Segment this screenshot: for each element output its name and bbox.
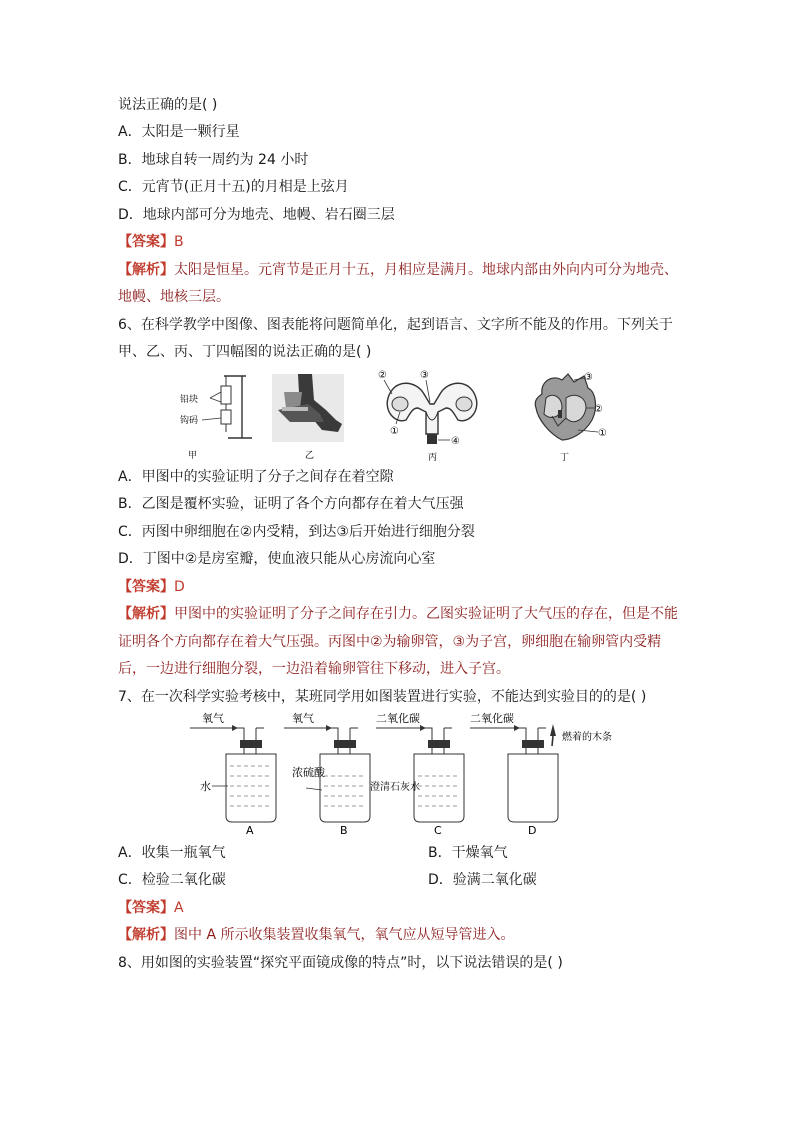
q7-options-row-1 (118, 843, 508, 863)
analysis-text: 太阳是恒星。元宵节是正月十五，月相应是满月。地球内部由外向内可分为地壳、 (174, 262, 678, 278)
figure-label-yi: 乙 (305, 451, 315, 461)
liquid-label-c: 澄清石灰水 (370, 782, 420, 793)
figure-label-ding: 丁 (560, 453, 570, 463)
q5-stem-tail: 说法正确的是( ) (118, 97, 218, 113)
q6-answer (118, 577, 185, 597)
q6-stem-line-1: 6、在科学教学中图像、图表能将问题简单化，起到语言、文字所不能及的作用。下列关于 (118, 317, 673, 333)
figure-bing (372, 368, 492, 464)
answer-value: A (174, 900, 184, 916)
q5-option-a: A．太阳是一颗行星 (118, 124, 240, 140)
ding-mark-2: ② (594, 404, 603, 415)
gas-label-b: 氧气 (292, 712, 314, 725)
answer-tag: 【答案】 (118, 234, 174, 250)
analysis-tag: 【解析】 (118, 262, 174, 278)
q7-stem: 7、在一次科学实验考核中，某班同学用如图装置进行实验，不能达到实验目的的是( ) (118, 689, 647, 705)
q6-option-a: A．甲图中的实验证明了分子之间存在着空隙 (118, 469, 394, 485)
ding-mark-3: ③ (584, 372, 593, 383)
q6-analysis-line-2: 证明各个方向都存在着大气压强。丙图中②为输卵管，③为子宫，卵细胞在输卵管内受精 (118, 634, 662, 650)
liquid-label-b-text: 浓硫酸 (292, 766, 325, 779)
bing-mark-2: ② (378, 370, 387, 381)
bing-mark-4: ④ (451, 436, 460, 447)
figure-q7-apparatus (190, 710, 620, 836)
analysis-text: 甲图中的实验证明了分子之间存在引力。乙图实验证明了大气压的存在，但是不能 (174, 606, 678, 622)
answer-value: D (174, 579, 185, 595)
bottle-c (370, 711, 464, 836)
apparatus-letter-c: C (434, 824, 442, 836)
ding-mark-1: ① (598, 428, 607, 439)
gas-label-c: 二氧化碳 (376, 712, 420, 725)
q6-stem-line-2: 甲、乙、丙、丁四幅图的说法正确的是( ) (118, 344, 372, 360)
analysis-tag: 【解析】 (118, 606, 174, 622)
q5-option-d: D．地球内部可分为地壳、地幔、岩石圈三层 (118, 207, 395, 223)
q6-option-d: D．丁图中②是房室瓣，使血液只能从心房流向心室 (118, 551, 436, 567)
liquid-label-a: 水 (200, 780, 211, 793)
bing-mark-1: ① (390, 426, 399, 437)
answer-tag: 【答案】 (118, 900, 174, 916)
figure-yi (272, 374, 344, 464)
figure-ding (522, 368, 618, 464)
q7-option-b: B．干燥氧气 (428, 845, 508, 861)
q5-option-b: B．地球自转一周约为 24 小时 (118, 152, 309, 168)
figure-jia (180, 372, 258, 462)
apparatus-letter-b: B (340, 824, 348, 836)
q7-analysis (118, 925, 514, 945)
answer-tag: 【答案】 (118, 579, 174, 595)
bottle-d (470, 711, 612, 836)
gas-label-d: 二氧化碳 (470, 712, 514, 725)
q5-analysis-line-2: 地幔、地核三层。 (118, 289, 230, 305)
bottle-a (190, 711, 276, 836)
q7-option-d: D．验满二氧化碳 (428, 872, 537, 888)
q5-answer (118, 232, 184, 252)
jia-label-lead: 铅块 (180, 395, 199, 405)
q5-option-c: C．元宵节(正月十五)的月相是上弦月 (118, 179, 349, 195)
apparatus-letter-d: D (528, 824, 537, 836)
q7-answer (118, 898, 184, 918)
q6-option-c: C．丙图中卵细胞在②内受精，到达③后开始进行细胞分裂 (118, 524, 475, 540)
apparatus-letter-a: A (246, 824, 254, 836)
stick-label: 燃着的木条 (562, 732, 612, 743)
q6-analysis-line-3: 后，一边进行细胞分裂，一边沿着输卵管往下移动，进入子宫。 (118, 661, 510, 677)
analysis-text: 图中 A 所示收集装置收集氧气，氧气应从短导管进入。 (174, 927, 515, 943)
q8-stem: 8、用如图的实验装置“探究平面镜成像的特点”时，以下说法错误的是( ) (118, 955, 563, 971)
q6-analysis-line-1 (118, 604, 678, 624)
liquid-label-b (292, 765, 326, 779)
bing-mark-3: ③ (420, 370, 429, 381)
gas-label-a: 氧气 (202, 712, 224, 725)
q7-option-a: A．收集一瓶氧气 (118, 845, 226, 861)
q5-analysis-line-1 (118, 260, 678, 280)
jia-label-weight: 钩码 (180, 416, 199, 426)
q6-option-b: B．乙图是覆杯实验，证明了各个方向都存在着大气压强 (118, 496, 464, 512)
analysis-tag: 【解析】 (118, 927, 174, 943)
figure-label-bing: 丙 (428, 453, 438, 463)
figure-label-jia: 甲 (188, 451, 198, 461)
answer-value: B (174, 234, 184, 250)
bottle-b (284, 711, 370, 836)
q7-options-row-2 (118, 870, 537, 890)
q7-option-c: C．检验二氧化碳 (118, 872, 226, 888)
